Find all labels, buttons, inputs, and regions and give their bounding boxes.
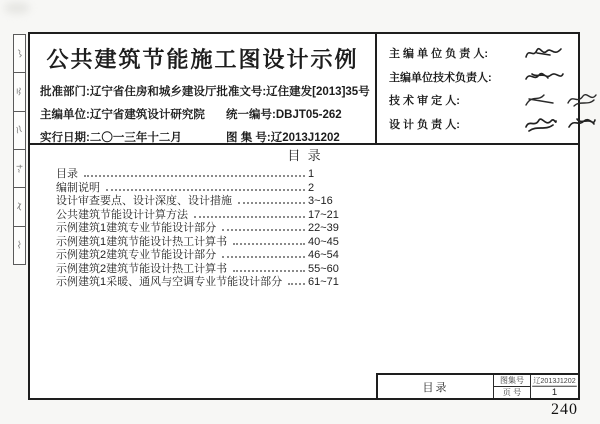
toc-heading: 目 录 <box>287 148 321 163</box>
toc-row <box>56 179 350 193</box>
toc-leader-dots <box>106 189 305 191</box>
stamp-mark-icon <box>15 83 24 101</box>
toc-row <box>56 273 350 287</box>
signer-label: 主 编 单 位 负 责 人: <box>389 47 488 60</box>
toc-entry-pages: 40~45 <box>308 235 339 248</box>
toc-leader-dots <box>194 216 305 218</box>
stamp-mark-icon <box>15 121 24 139</box>
signer-row <box>389 89 599 111</box>
toc-entry-pages: 1 <box>308 168 315 180</box>
signature-scribble <box>565 115 597 133</box>
toc-entry-title: 示例建筑2建筑节能设计热工计算书 <box>56 262 228 275</box>
page-no-value: 1 <box>551 387 558 398</box>
document-title: 公共建筑节能施工图设计示例 <box>46 47 359 72</box>
header-title-area <box>30 34 377 143</box>
toc-row <box>56 246 350 260</box>
stamp-mark-icon <box>15 236 24 254</box>
binding-strip <box>13 34 26 265</box>
toc-leader-dots <box>84 175 305 177</box>
drawing-frame <box>28 32 580 400</box>
toc-entry-pages: 22~39 <box>308 222 339 234</box>
toc-entry-title: 公共建筑节能设计计算方法 <box>56 208 188 221</box>
chief-editor-unit: 主编单位:辽宁省建筑设计研究院 <box>40 109 205 121</box>
sheet-name: 目录 <box>422 381 449 394</box>
print-page-number: 240 <box>551 401 578 418</box>
binding-strip-cell <box>14 112 25 150</box>
page-no-label: 页 号 <box>502 388 522 397</box>
toc-leader-dots <box>233 270 305 272</box>
signature-scribble <box>523 115 557 133</box>
toc-entry-pages: 61~71 <box>308 276 339 288</box>
atlas-no-label: 图集号 <box>494 375 530 387</box>
toc-entry-pages: 3~16 <box>308 195 333 207</box>
toc-leader-dots <box>222 256 305 258</box>
approval-doc-number: 批准文号:辽住建发[2013]35号 <box>216 86 370 98</box>
toc-entry-title: 示例建筑1建筑专业节能设计部分 <box>56 222 217 234</box>
header-section <box>30 34 578 145</box>
approval-department: 批准部门:辽宁省住房和城乡建设厅 <box>40 86 217 98</box>
toc-leader-dots <box>288 283 305 285</box>
toc-entry-pages: 17~21 <box>308 208 339 221</box>
binding-strip-cell <box>14 227 25 264</box>
title-block-labels <box>493 375 530 398</box>
toc-row <box>56 192 350 206</box>
signer-label: 技 术 审 定 人: <box>389 95 460 108</box>
info-row <box>40 104 365 127</box>
atlas-number: 图 集 号:辽2013J1202 <box>226 132 340 144</box>
signature-scribble <box>523 91 557 109</box>
stamp-mark-icon <box>15 45 24 63</box>
toc-row <box>56 165 350 179</box>
binding-strip-cell <box>14 73 25 111</box>
signature-scribble <box>565 91 599 109</box>
toc-row <box>56 233 350 247</box>
toc-row <box>56 219 350 233</box>
atlas-no-value: 辽2013J1202 <box>533 376 576 385</box>
toc-entry-title: 示例建筑1建筑节能设计热工计算书 <box>56 235 228 248</box>
toc-leader-dots <box>233 243 305 245</box>
binding-strip-cell <box>14 150 25 188</box>
toc-leader-dots <box>238 202 305 204</box>
toc-entry-title: 示例建筑2建筑专业节能设计部分 <box>56 249 217 261</box>
toc-list <box>56 165 350 287</box>
toc-entry-title: 示例建筑1采暖、通风与空调专业节能设计部分 <box>56 276 283 288</box>
signer-row <box>389 42 599 64</box>
signature-scribble <box>523 44 563 62</box>
unified-number: 统一编号:DBJT05-262 <box>226 109 342 121</box>
stamp-mark-icon <box>15 160 24 178</box>
toc-entry-pages: 2 <box>308 181 315 194</box>
scan-smudge <box>4 2 30 14</box>
info-row <box>40 81 370 104</box>
toc-leader-dots <box>222 229 305 231</box>
stamp-mark-icon <box>15 198 24 216</box>
title-block-values <box>530 375 578 398</box>
signer-row <box>389 113 599 135</box>
signer-label: 设 计 负 责 人: <box>389 119 460 132</box>
signatures-area <box>377 34 600 143</box>
toc-entry-pages: 46~54 <box>308 249 339 261</box>
toc-entry-title: 编制说明 <box>56 181 100 194</box>
toc-row <box>56 260 350 274</box>
document-info <box>40 81 370 150</box>
signer-label: 主编单位技术负责人: <box>389 71 492 84</box>
toc-entry-pages: 55~60 <box>308 262 339 275</box>
signer-row <box>389 66 599 88</box>
effective-date: 实行日期:二〇一三年十二月 <box>40 132 182 144</box>
signature-scribble <box>523 68 565 86</box>
toc-entry-title: 设计审查要点、设计深度、设计措施 <box>56 195 232 207</box>
binding-strip-cell <box>14 35 25 73</box>
title-block <box>376 373 578 398</box>
binding-strip-cell <box>14 188 25 226</box>
toc-entry-title: 目录 <box>56 168 78 180</box>
